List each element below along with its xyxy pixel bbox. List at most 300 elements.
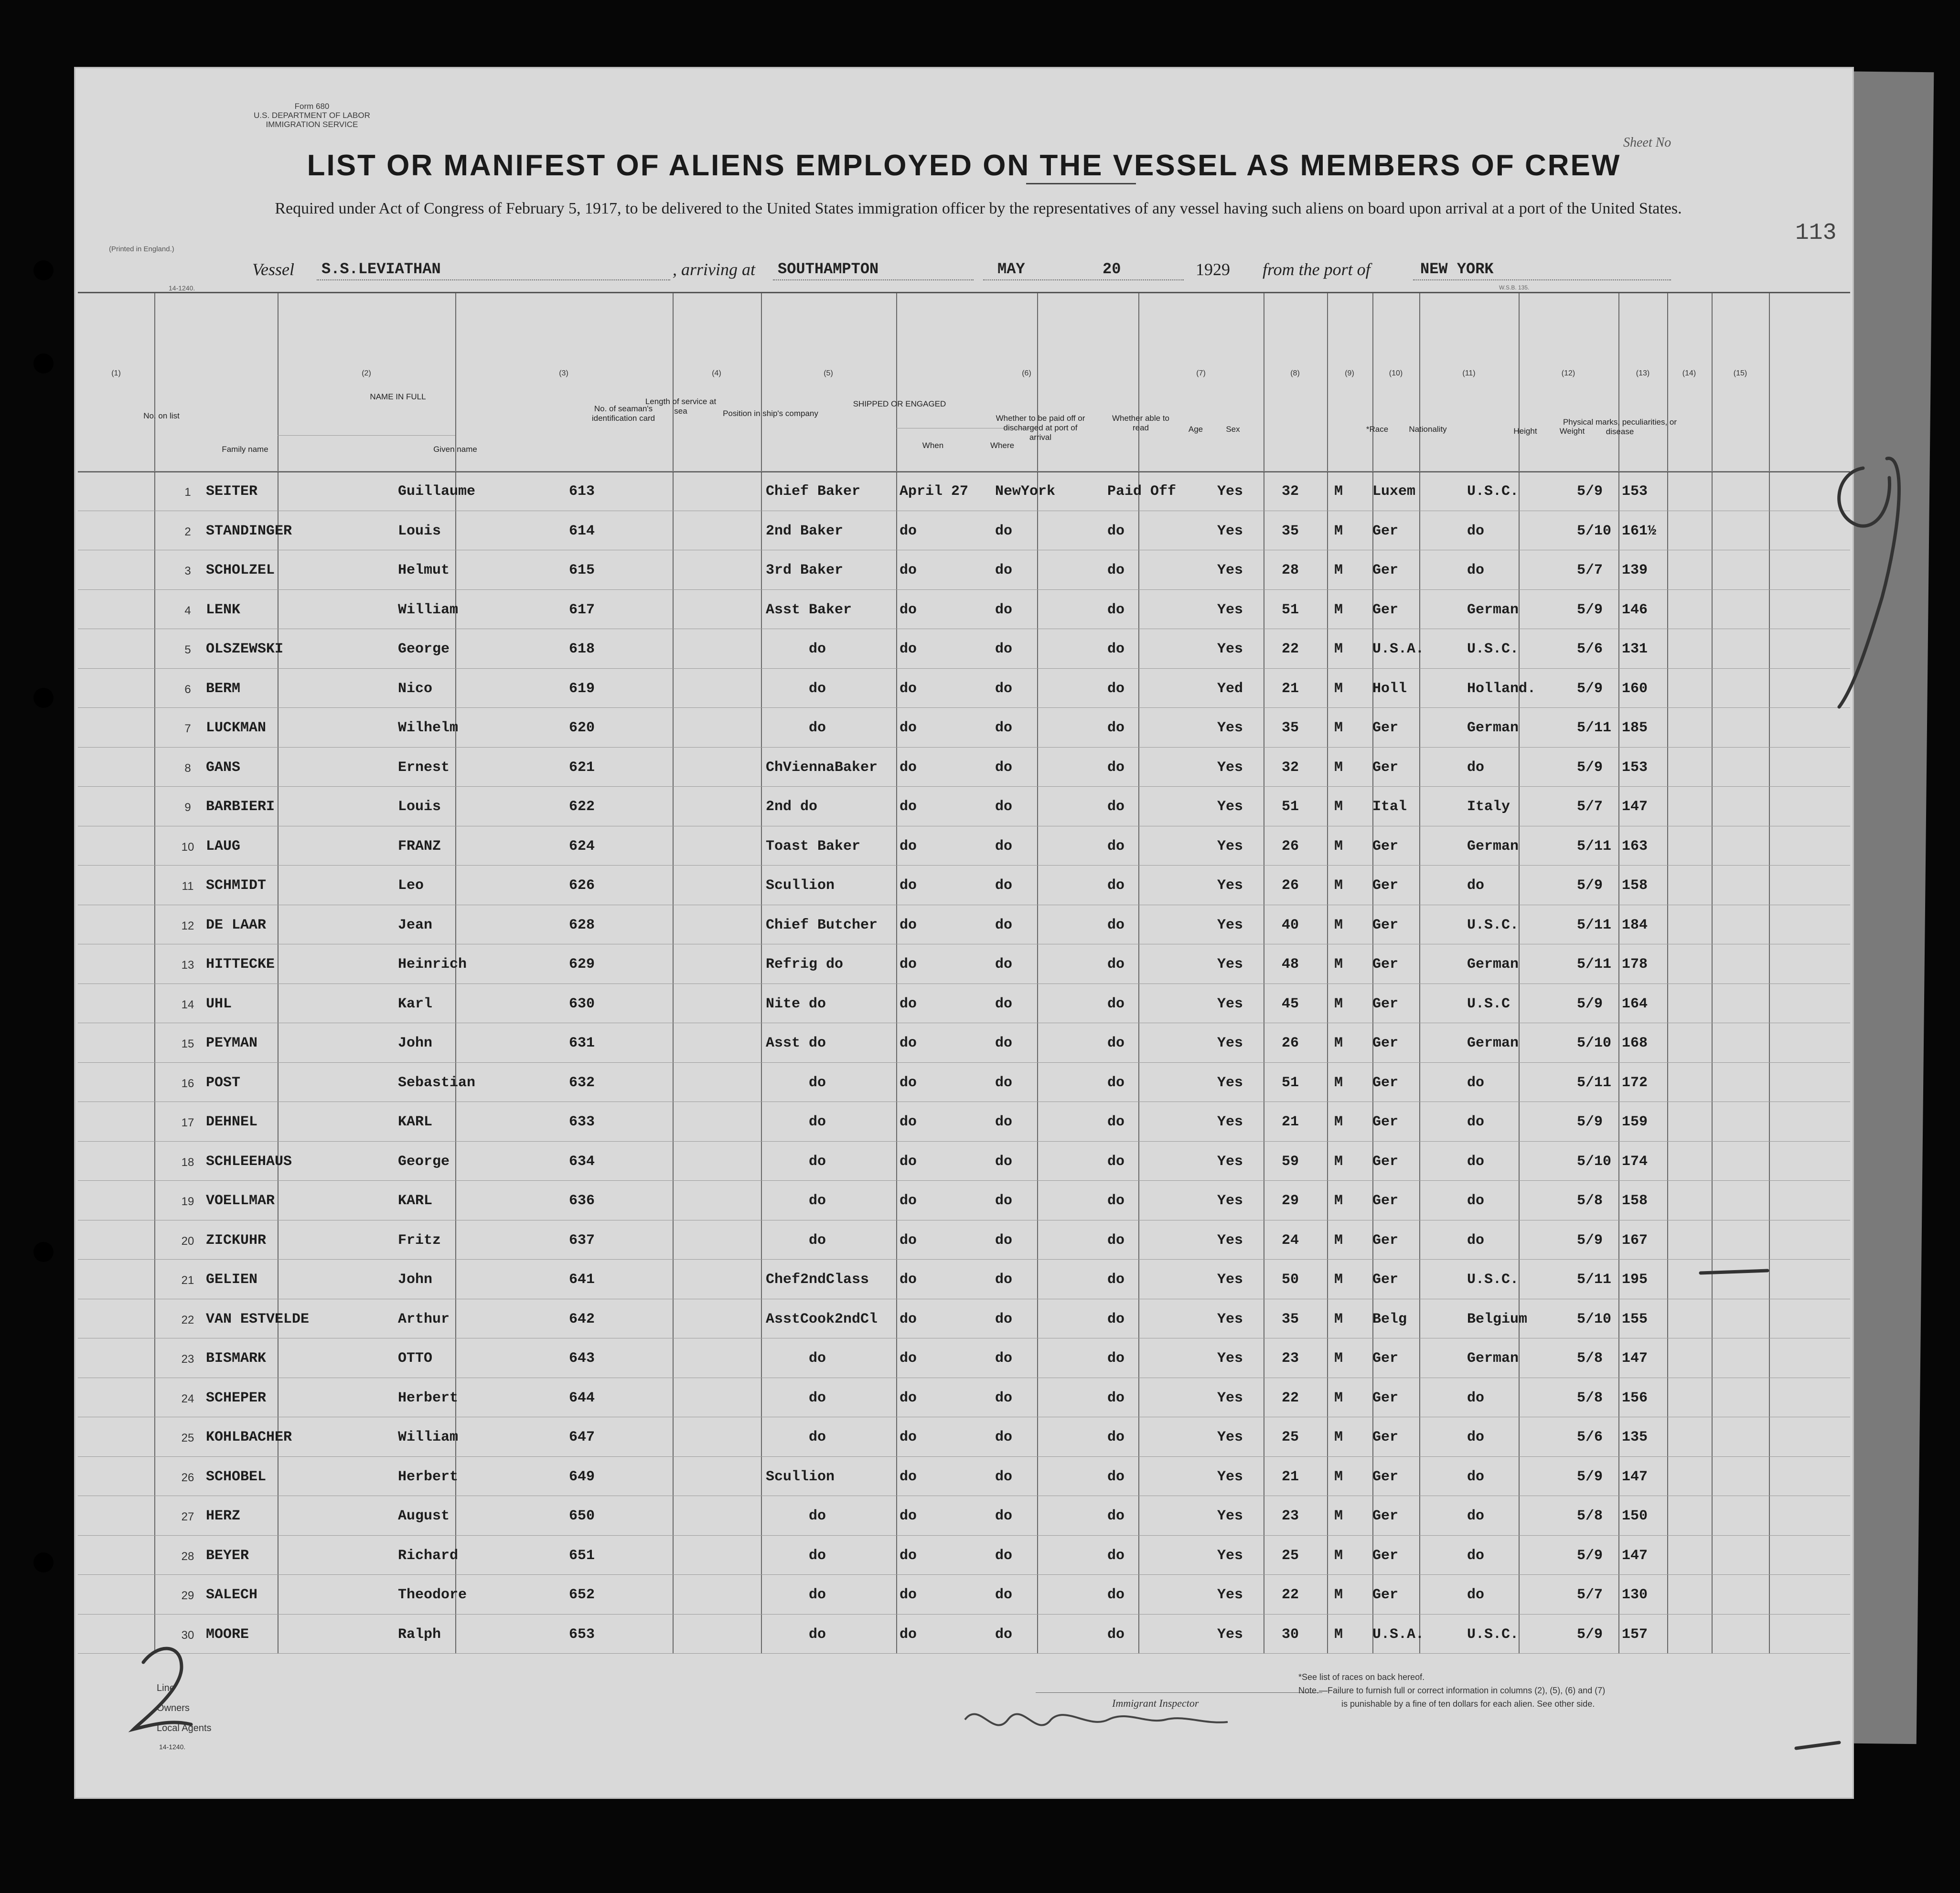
cell-where: do xyxy=(995,917,1013,933)
corner-numeral-mark xyxy=(134,1648,191,1729)
cell-weight: 184 xyxy=(1622,917,1648,933)
row-number: 20 xyxy=(181,1234,194,1248)
cell-where: do xyxy=(995,720,1013,736)
cell-weight: 147 xyxy=(1622,1547,1648,1564)
cell-weight: 167 xyxy=(1622,1232,1648,1249)
cell-age: 48 xyxy=(1282,956,1299,973)
cell-paid: do xyxy=(1107,720,1125,736)
cell-given: George xyxy=(398,1153,450,1170)
cell-family: SCHLEEHAUS xyxy=(206,1153,292,1170)
column-number: (6) xyxy=(1022,369,1031,377)
column-header-name-in-full: NAME IN FULL xyxy=(370,392,426,401)
cell-age: 29 xyxy=(1282,1193,1299,1209)
row-number: 23 xyxy=(181,1353,194,1366)
cell-sex: M xyxy=(1334,720,1343,736)
cell-when: do xyxy=(900,799,917,815)
cell-nationality: do xyxy=(1467,1587,1485,1603)
cell-nationality: German xyxy=(1467,838,1519,855)
signature-scribble xyxy=(965,1714,1228,1725)
cell-age: 23 xyxy=(1282,1508,1299,1524)
cell-when: do xyxy=(900,1547,917,1564)
cell-paid: do xyxy=(1107,1626,1125,1643)
cell-read: Yes xyxy=(1217,917,1243,933)
cell-race: Ger xyxy=(1372,720,1399,736)
cell-family: VAN ESTVELDE xyxy=(206,1311,310,1327)
cell-card: 642 xyxy=(569,1311,595,1327)
cell-card: 626 xyxy=(569,877,595,894)
cell-weight: 147 xyxy=(1622,1350,1648,1367)
cell-where: do xyxy=(995,1153,1013,1170)
cell-race: Ger xyxy=(1372,877,1399,894)
arriving-port: SOUTHAMPTON xyxy=(778,260,879,278)
cell-when: do xyxy=(900,1429,917,1445)
cell-card: 649 xyxy=(569,1468,595,1485)
cell-when: do xyxy=(900,1153,917,1170)
cell-height: 5/11 xyxy=(1577,720,1612,736)
cell-given: Wilhelm xyxy=(398,720,459,736)
cell-age: 25 xyxy=(1282,1429,1299,1445)
row-number: 24 xyxy=(181,1392,194,1405)
cell-family: VOELLMAR xyxy=(206,1193,275,1209)
cell-family: HERZ xyxy=(206,1508,241,1524)
cell-age: 50 xyxy=(1282,1272,1299,1288)
cell-race: Ger xyxy=(1372,1114,1399,1130)
cell-sex: M xyxy=(1334,1153,1343,1170)
department: U.S. DEPARTMENT OF LABOR xyxy=(254,111,370,120)
cell-weight: 150 xyxy=(1622,1508,1648,1524)
cell-card: 633 xyxy=(569,1114,595,1130)
cell-paid: do xyxy=(1107,799,1125,815)
cell-when: do xyxy=(900,1311,917,1327)
cell-age: 59 xyxy=(1282,1153,1299,1170)
cell-when: do xyxy=(900,1468,917,1485)
arriving-label: , arriving at xyxy=(673,260,756,279)
cell-race: Ger xyxy=(1372,1232,1399,1249)
cell-sex: M xyxy=(1334,799,1343,815)
cell-position: do xyxy=(809,1114,826,1130)
cell-family: BERM xyxy=(206,680,241,697)
cell-sex: M xyxy=(1334,680,1343,697)
cell-read: Yes xyxy=(1217,562,1243,578)
row-number: 8 xyxy=(184,761,191,775)
cell-nationality: do xyxy=(1467,1074,1485,1091)
cell-age: 26 xyxy=(1282,838,1299,855)
cell-height: 5/11 xyxy=(1577,956,1612,973)
cell-sex: M xyxy=(1334,641,1343,657)
cell-weight: 174 xyxy=(1622,1153,1648,1170)
cell-family: SCHOLZEL xyxy=(206,562,275,578)
row-number: 9 xyxy=(184,801,191,814)
cell-nationality: do xyxy=(1467,877,1485,894)
cell-nationality: do xyxy=(1467,759,1485,776)
cell-read: Yes xyxy=(1217,1114,1243,1130)
cell-when: do xyxy=(900,995,917,1012)
cell-when: do xyxy=(900,562,917,578)
margin-dash xyxy=(1701,1271,1767,1273)
cell-race: Ger xyxy=(1372,523,1399,539)
cell-paid: Paid Off xyxy=(1107,483,1177,500)
row-number: 27 xyxy=(181,1510,194,1523)
cell-card: 641 xyxy=(569,1272,595,1288)
cell-where: do xyxy=(995,1429,1013,1445)
cell-age: 23 xyxy=(1282,1350,1299,1367)
cell-given: Louis xyxy=(398,523,441,539)
cell-position: AsstCook2ndCl xyxy=(766,1311,878,1327)
cell-given: Leo xyxy=(398,877,424,894)
cell-age: 21 xyxy=(1282,680,1299,697)
cell-nationality: Holland. xyxy=(1467,680,1536,697)
row-number: 5 xyxy=(184,643,191,656)
column-header-when: When xyxy=(922,441,944,450)
cell-position: Chief Butcher xyxy=(766,917,878,933)
cell-card: 650 xyxy=(569,1508,595,1524)
cell-paid: do xyxy=(1107,1429,1125,1445)
cell-family: KOHLBACHER xyxy=(206,1429,292,1445)
cell-height: 5/9 xyxy=(1577,1626,1603,1643)
cell-height: 5/7 xyxy=(1577,1587,1603,1603)
cell-age: 32 xyxy=(1282,759,1299,776)
cell-paid: do xyxy=(1107,601,1125,618)
cell-card: 637 xyxy=(569,1232,595,1249)
cell-height: 5/9 xyxy=(1577,680,1603,697)
cell-height: 5/9 xyxy=(1577,877,1603,894)
cell-family: GANS xyxy=(206,759,241,776)
page-title: LIST OR MANIFEST OF ALIENS EMPLOYED ON THE VESSEL AS MEMBERS OF CREW xyxy=(307,149,1621,182)
cell-sex: M xyxy=(1334,1074,1343,1091)
column-number: (5) xyxy=(824,369,833,377)
cell-height: 5/11 xyxy=(1577,917,1612,933)
cell-position: do xyxy=(809,1232,826,1249)
cell-card: 652 xyxy=(569,1587,595,1603)
large-numeral-loop xyxy=(1839,468,1890,526)
row-number: 7 xyxy=(184,722,191,735)
cell-sex: M xyxy=(1334,1587,1343,1603)
cell-when: do xyxy=(900,523,917,539)
cell-given: Sebastian xyxy=(398,1074,476,1091)
cell-race: Ger xyxy=(1372,1468,1399,1485)
cell-card: 630 xyxy=(569,995,595,1012)
cell-height: 5/9 xyxy=(1577,601,1603,618)
cell-nationality: do xyxy=(1467,1547,1485,1564)
cell-paid: do xyxy=(1107,1074,1125,1091)
cell-when: do xyxy=(900,956,917,973)
cell-sex: M xyxy=(1334,483,1343,500)
form-code: 14-1240. xyxy=(169,284,195,292)
column-number: (7) xyxy=(1196,369,1206,377)
cell-position: Toast Baker xyxy=(766,838,861,855)
cell-race: Ger xyxy=(1372,1587,1399,1603)
cell-nationality: do xyxy=(1467,1232,1485,1249)
cell-family: LUCKMAN xyxy=(206,720,267,736)
cell-read: Yes xyxy=(1217,1587,1243,1603)
cell-nationality: U.S.C. xyxy=(1467,1272,1519,1288)
cell-age: 22 xyxy=(1282,641,1299,657)
penalty-note-1: Note.—Failure to furnish full or correct information in columns (2), (5), (6) and (7) xyxy=(1298,1686,1606,1695)
cell-nationality: do xyxy=(1467,1429,1485,1445)
cell-when: do xyxy=(900,1272,917,1288)
cell-given: Richard xyxy=(398,1547,459,1564)
footer-line: Line xyxy=(157,1683,175,1693)
cell-given: Theodore xyxy=(398,1587,467,1603)
column-number: (9) xyxy=(1345,369,1354,377)
cell-nationality: do xyxy=(1467,1508,1485,1524)
cell-family: HITTECKE xyxy=(206,956,275,973)
cell-age: 22 xyxy=(1282,1390,1299,1406)
cell-read: Yes xyxy=(1217,1035,1243,1051)
row-number: 6 xyxy=(184,683,191,696)
cell-where: do xyxy=(995,1272,1013,1288)
cell-position: do xyxy=(809,1193,826,1209)
cell-where: do xyxy=(995,995,1013,1012)
cell-family: BARBIERI xyxy=(206,799,275,815)
cell-where: do xyxy=(995,1626,1013,1643)
cell-read: Yes xyxy=(1217,483,1243,500)
cell-family: SCHOBEL xyxy=(206,1468,267,1485)
cell-when: do xyxy=(900,877,917,894)
form-number: Form 680 xyxy=(294,102,330,111)
cell-weight: 139 xyxy=(1622,562,1648,578)
cell-paid: do xyxy=(1107,1035,1125,1051)
cell-given: Fritz xyxy=(398,1232,441,1249)
cell-card: 632 xyxy=(569,1074,595,1091)
cell-card: 613 xyxy=(569,483,595,500)
cell-weight: 158 xyxy=(1622,1193,1648,1209)
cell-paid: do xyxy=(1107,1114,1125,1130)
bottom-dash xyxy=(1796,1743,1839,1748)
row-number: 29 xyxy=(181,1589,194,1602)
cell-nationality: German xyxy=(1467,720,1519,736)
cell-nationality: German xyxy=(1467,1350,1519,1367)
cell-nationality: do xyxy=(1467,1153,1485,1170)
cell-height: 5/9 xyxy=(1577,1468,1603,1485)
cell-position: do xyxy=(809,1626,826,1643)
cell-position: do xyxy=(809,680,826,697)
cell-weight: 195 xyxy=(1622,1272,1648,1288)
cell-position: Chef2ndClass xyxy=(766,1272,869,1288)
cell-paid: do xyxy=(1107,523,1125,539)
cell-given: FRANZ xyxy=(398,838,441,855)
cell-given: William xyxy=(398,601,459,618)
cell-position: do xyxy=(809,1074,826,1091)
cell-card: 644 xyxy=(569,1390,595,1406)
cell-position: do xyxy=(809,641,826,657)
cell-paid: do xyxy=(1107,680,1125,697)
cell-age: 21 xyxy=(1282,1114,1299,1130)
cell-position: do xyxy=(809,720,826,736)
cell-height: 5/10 xyxy=(1577,1153,1612,1170)
cell-given: Herbert xyxy=(398,1468,459,1485)
cell-age: 28 xyxy=(1282,562,1299,578)
cell-sex: M xyxy=(1334,995,1343,1012)
cell-family: OLSZEWSKI xyxy=(206,641,284,657)
cell-given: William xyxy=(398,1429,459,1445)
cell-weight: 160 xyxy=(1622,680,1648,697)
cell-when: do xyxy=(900,917,917,933)
row-number: 15 xyxy=(181,1037,194,1050)
cell-when: do xyxy=(900,641,917,657)
cell-paid: do xyxy=(1107,956,1125,973)
cell-read: Yes xyxy=(1217,759,1243,776)
cell-family: SCHEPER xyxy=(206,1390,267,1406)
cell-weight: 172 xyxy=(1622,1074,1648,1091)
cell-family: DEHNEL xyxy=(206,1114,258,1130)
cell-sex: M xyxy=(1334,1626,1343,1643)
cell-race: Holl xyxy=(1372,680,1407,697)
cell-sex: M xyxy=(1334,1193,1343,1209)
cell-when: do xyxy=(900,759,917,776)
cell-where: do xyxy=(995,1468,1013,1485)
cell-weight: 130 xyxy=(1622,1587,1648,1603)
cell-weight: 164 xyxy=(1622,995,1648,1012)
cell-age: 21 xyxy=(1282,1468,1299,1485)
cell-where: do xyxy=(995,601,1013,618)
column-number: (1) xyxy=(111,369,121,377)
cell-weight: 146 xyxy=(1622,601,1648,618)
row-number: 17 xyxy=(181,1116,194,1129)
cell-where: do xyxy=(995,1508,1013,1524)
row-number: 28 xyxy=(181,1550,194,1563)
cell-age: 24 xyxy=(1282,1232,1299,1249)
cell-family: UHL xyxy=(206,995,232,1012)
cell-paid: do xyxy=(1107,1468,1125,1485)
cell-where: do xyxy=(995,1587,1013,1603)
cell-read: Yes xyxy=(1217,1311,1243,1327)
cell-sex: M xyxy=(1334,956,1343,973)
cell-nationality: do xyxy=(1467,1114,1485,1130)
column-number: (8) xyxy=(1290,369,1300,377)
cell-given: Karl xyxy=(398,995,433,1012)
cell-race: Ger xyxy=(1372,759,1399,776)
column-number: (4) xyxy=(712,369,721,377)
cell-read: Yes xyxy=(1217,1390,1243,1406)
cell-height: 5/8 xyxy=(1577,1193,1603,1209)
cell-race: Ger xyxy=(1372,562,1399,578)
cell-race: U.S.A. xyxy=(1372,1626,1424,1643)
cell-nationality: do xyxy=(1467,1468,1485,1485)
arrival-month: MAY xyxy=(997,260,1025,278)
cell-read: Yes xyxy=(1217,1232,1243,1249)
cell-when: do xyxy=(900,720,917,736)
cell-age: 35 xyxy=(1282,720,1299,736)
cell-where: do xyxy=(995,1232,1013,1249)
cell-nationality: do xyxy=(1467,562,1485,578)
cell-card: 643 xyxy=(569,1350,595,1367)
cell-race: Ger xyxy=(1372,1153,1399,1170)
cell-race: Ger xyxy=(1372,601,1399,618)
cell-race: Ger xyxy=(1372,1074,1399,1091)
cell-race: Ger xyxy=(1372,838,1399,855)
cell-read: Yes xyxy=(1217,1626,1243,1643)
cell-nationality: U.S.C. xyxy=(1467,917,1519,933)
cell-family: SALECH xyxy=(206,1587,258,1603)
cell-family: DE LAAR xyxy=(206,917,267,933)
cell-given: George xyxy=(398,641,450,657)
cell-age: 35 xyxy=(1282,523,1299,539)
cell-race: Belg xyxy=(1372,1311,1407,1327)
cell-position: do xyxy=(809,1547,826,1564)
cell-when: do xyxy=(900,1035,917,1051)
row-number: 3 xyxy=(184,565,191,578)
cell-age: 22 xyxy=(1282,1587,1299,1603)
row-number: 12 xyxy=(181,919,194,932)
cell-card: 628 xyxy=(569,917,595,933)
cell-weight: 159 xyxy=(1622,1114,1648,1130)
cell-nationality: do xyxy=(1467,523,1485,539)
cell-paid: do xyxy=(1107,1311,1125,1327)
cell-given: Nico xyxy=(398,680,433,697)
column-number: (13) xyxy=(1636,369,1650,377)
cell-read: Yes xyxy=(1217,799,1243,815)
column-number: (2) xyxy=(362,369,371,377)
cell-height: 5/10 xyxy=(1577,1311,1612,1327)
cell-race: Ger xyxy=(1372,1390,1399,1406)
cell-position: 2nd do xyxy=(766,799,818,815)
cell-weight: 168 xyxy=(1622,1035,1648,1051)
cell-height: 5/11 xyxy=(1577,1272,1612,1288)
column-number: (10) xyxy=(1389,369,1403,377)
cell-age: 32 xyxy=(1282,483,1299,500)
cell-given: OTTO xyxy=(398,1350,433,1367)
column-header-no-on-list: No. on list xyxy=(143,411,180,420)
cell-family: LAUG xyxy=(206,838,241,855)
cell-where: do xyxy=(995,759,1013,776)
cell-when: do xyxy=(900,1193,917,1209)
row-number: 22 xyxy=(181,1313,194,1326)
row-number: 16 xyxy=(181,1077,194,1090)
cell-where: do xyxy=(995,641,1013,657)
cell-when: April 27 xyxy=(900,483,969,500)
cell-given: John xyxy=(398,1272,433,1288)
cell-nationality: do xyxy=(1467,1390,1485,1406)
cell-position: do xyxy=(809,1429,826,1445)
column-header-nationality: Nationality xyxy=(1409,425,1447,434)
cell-weight: 147 xyxy=(1622,799,1648,815)
cell-age: 45 xyxy=(1282,995,1299,1012)
cell-card: 631 xyxy=(569,1035,595,1051)
cell-race: Ger xyxy=(1372,1429,1399,1445)
cell-paid: do xyxy=(1107,1232,1125,1249)
cell-family: PEYMAN xyxy=(206,1035,258,1051)
cell-sex: M xyxy=(1334,523,1343,539)
printed-in-note: (Printed in England.) xyxy=(109,245,174,253)
cell-when: do xyxy=(900,1074,917,1091)
cell-height: 5/9 xyxy=(1577,759,1603,776)
row-number: 14 xyxy=(181,998,194,1011)
cell-where: do xyxy=(995,1350,1013,1367)
cell-when: do xyxy=(900,838,917,855)
cell-age: 51 xyxy=(1282,601,1299,618)
cell-read: Yes xyxy=(1217,1153,1243,1170)
cell-nationality: German xyxy=(1467,956,1519,973)
cell-weight: 163 xyxy=(1622,838,1648,855)
sheet-no-label: Sheet No xyxy=(1623,135,1671,150)
from-port: NEW YORK xyxy=(1420,260,1494,278)
cell-card: 653 xyxy=(569,1626,595,1643)
column-header-length-service: Length of service at sea xyxy=(645,397,717,416)
cell-given: Ralph xyxy=(398,1626,441,1643)
cell-card: 622 xyxy=(569,799,595,815)
cell-read: Yes xyxy=(1217,641,1243,657)
page-number: 113 xyxy=(1795,220,1837,246)
cell-where: do xyxy=(995,1193,1013,1209)
cell-family: POST xyxy=(206,1074,241,1091)
cell-when: do xyxy=(900,1350,917,1367)
cell-nationality: Belgium xyxy=(1467,1311,1528,1327)
cell-read: Yes xyxy=(1217,1547,1243,1564)
cell-sex: M xyxy=(1334,838,1343,855)
row-number: 19 xyxy=(181,1195,194,1208)
cell-sex: M xyxy=(1334,562,1343,578)
